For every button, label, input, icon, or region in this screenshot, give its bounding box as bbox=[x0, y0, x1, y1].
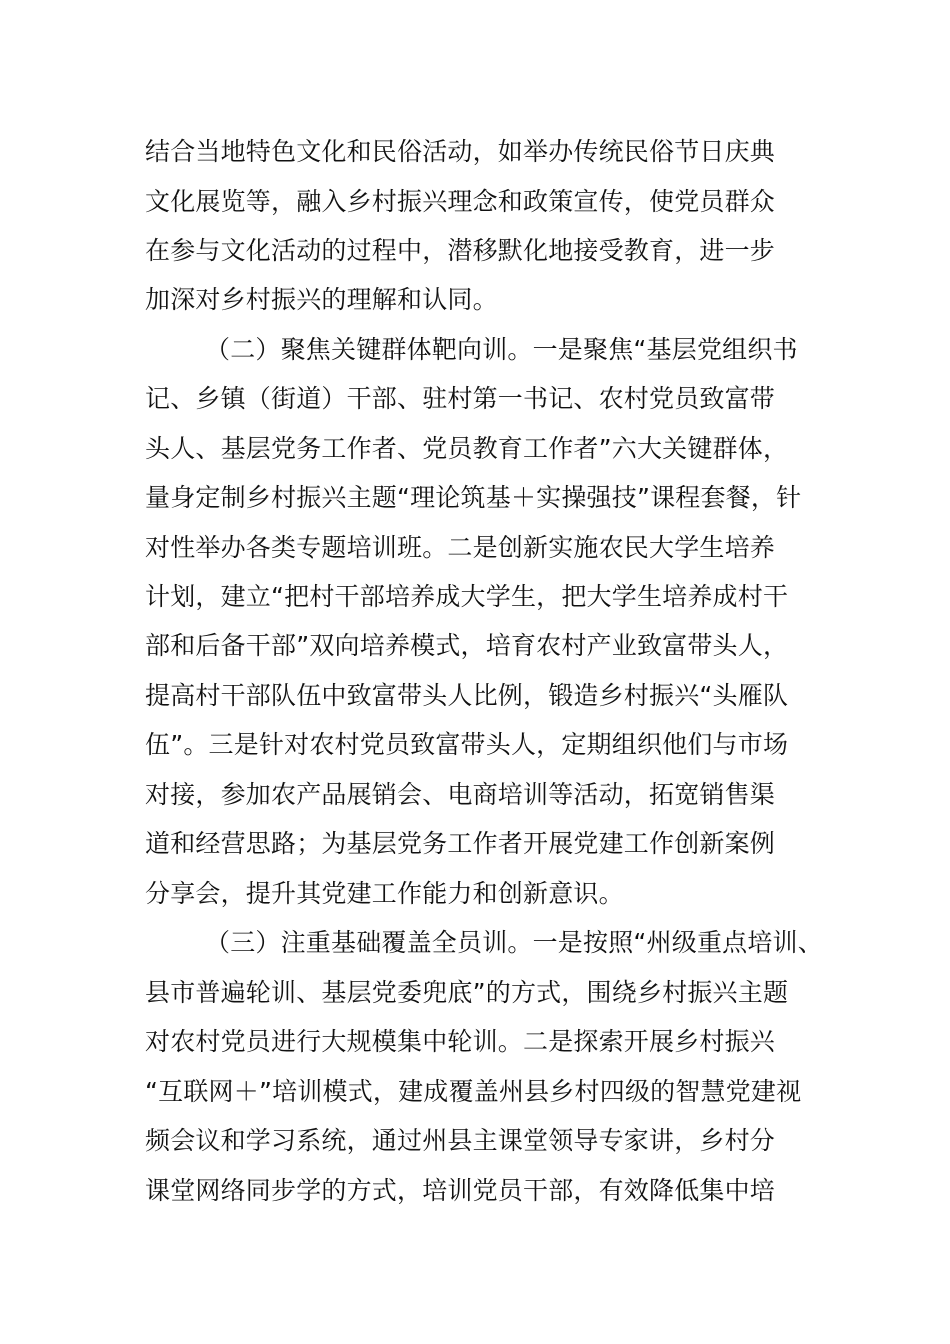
text-line: 提高村干部队伍中致富带头人比例，锻造乡村振兴“头雁队 bbox=[145, 681, 789, 710]
text-line: 对接，参加农产品展销会、电商培训等活动，拓宽销售渠 bbox=[145, 780, 776, 809]
text-line: 频会议和学习系统，通过州县主课堂领导专家讲，乡村分 bbox=[145, 1126, 776, 1155]
text-line: 结合当地特色文化和民俗活动，如举办传统民俗节日庆典 bbox=[145, 137, 776, 166]
text-line: 头人、基层党务工作者、党员教育工作者”六大关键群体， bbox=[145, 434, 789, 463]
text-line: 县市普遍轮训、基层党委兜底”的方式，围绕乡村振兴主题 bbox=[145, 978, 789, 1007]
text-line: 对性举办各类专题培训班。二是创新实施农民大学生培养 bbox=[145, 533, 776, 562]
text-line: 伍”。三是针对农村党员致富带头人，定期组织他们与市场 bbox=[145, 730, 789, 759]
text-line: 量身定制乡村振兴主题“理论筑基＋实操强技”课程套餐，针 bbox=[145, 483, 802, 512]
section-heading-line: （二）聚焦关键群体靶向训。一是聚焦“基层党组织书 bbox=[205, 335, 798, 364]
text-line: 对农村党员进行大规模集中轮训。二是探索开展乡村振兴 bbox=[145, 1027, 776, 1056]
text-line: “互联网＋”培训模式，建成覆盖州县乡村四级的智慧党建视 bbox=[145, 1077, 802, 1106]
text-line: 计划，建立“把村干部培养成大学生，把大学生培养成村干 bbox=[145, 582, 789, 611]
text-line: 记、乡镇（街道）干部、驻村第一书记、农村党员致富带 bbox=[145, 384, 776, 413]
text-line: 部和后备干部”双向培养模式，培育农村产业致富带头人， bbox=[145, 631, 789, 660]
text-line: 分享会，提升其党建工作能力和创新意识。 bbox=[145, 879, 624, 908]
text-line: 在参与文化活动的过程中，潜移默化地接受教育，进一步 bbox=[145, 236, 776, 265]
text-line: 课堂网络同步学的方式，培训党员干部，有效降低集中培 bbox=[145, 1176, 776, 1205]
text-line: 道和经营思路；为基层党务工作者开展党建工作创新案例 bbox=[145, 829, 776, 858]
section-heading-line: （三）注重基础覆盖全员训。一是按照“州级重点培训、 bbox=[205, 928, 823, 957]
text-line: 文化展览等，融入乡村振兴理念和政策宣传，使党员群众 bbox=[145, 187, 776, 216]
text-line: 加深对乡村振兴的理解和认同。 bbox=[145, 285, 498, 314]
